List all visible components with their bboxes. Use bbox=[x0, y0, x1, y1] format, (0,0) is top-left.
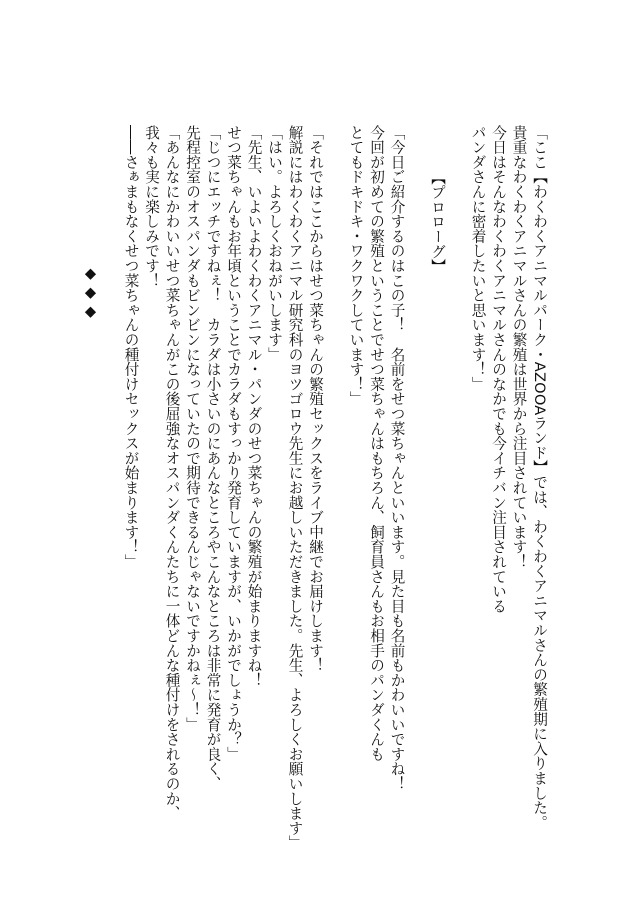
third-line-2: 解説にはわくわくアニマル研究科のヨツゴロウ先生にお越しいただきました。先生、よろしくお願いします」 bbox=[286, 125, 304, 851]
third-line-1: 「それではここからはせつ菜ちゃんの繁殖セックスをライブ中継でお届けします！ bbox=[307, 125, 324, 673]
second-line-2: 今回が初めての繁殖ということでせつ菜ちゃんはもちろん、飼育員さんもお相手のパンダくんも bbox=[368, 125, 385, 762]
third-line-8: 「あんなにかわいいせつ菜ちゃんがこの後屈強なオスパンダくんたちに一体どんな種付けをされるのか、 bbox=[163, 125, 181, 821]
third-line-9: 我々も実に楽しみです！ bbox=[143, 125, 160, 288]
spacer bbox=[447, 125, 467, 825]
intro-line-3: 貴重なわくわくアニマルさんの繁殖は世界から注目されています！ bbox=[510, 125, 528, 569]
second-line-1: 「今日ご紹介するのはこの子！ 名前をせつ菜ちゃんといいます。見た目も名前もかわいいですね！ bbox=[388, 125, 406, 791]
intro-line-4: 「ここ【わくわくアニマルパーク・AZOOAランド】では、わくわくアニマルさんの繁殖期に入りました。 bbox=[531, 125, 548, 830]
third-line-4: 「先生、いよいよわくわくアニマル・パンダのせつ菜ちゃんの繁殖が始まりますね！ bbox=[245, 125, 263, 688]
chapter-heading: 【プロローグ】 bbox=[429, 170, 446, 274]
third-line-7: 先程控室のオスパンダもビンビンになっていたので期待できるんじゃないですかねぇ～！」 bbox=[184, 125, 201, 732]
third-line-10: ――さぁまもなくせつ菜ちゃんの種付けセックスが始まります！」 bbox=[122, 125, 140, 569]
second-line-3: とてもドキドキ・ワクワクしています！」 bbox=[347, 125, 365, 407]
spacer bbox=[407, 125, 427, 825]
third-line-5: せつ菜ちゃんもお年頃ということでカラダもすっかり発育していますが、いかがでしょうか？」 bbox=[225, 125, 242, 762]
intro-line-2: 今日はそんなわくわくアニマルさんのなかでも今イチバン注目されている bbox=[490, 125, 507, 614]
section-divider: ◆◆◆ bbox=[82, 265, 99, 322]
vertical-text-block bbox=[82, 125, 549, 851]
third-line-6: 「じつにエッチですねぇ！ カラダは小さいのにあんなところやこんなところは非常に発育が良く、 bbox=[204, 125, 222, 791]
third-line-3: 「はい。よろしくおねがいします」 bbox=[266, 125, 283, 362]
spacer bbox=[100, 125, 120, 825]
intro-line-1: パンダさんに密着したいと思います！」 bbox=[469, 125, 487, 392]
spacer bbox=[325, 125, 345, 825]
